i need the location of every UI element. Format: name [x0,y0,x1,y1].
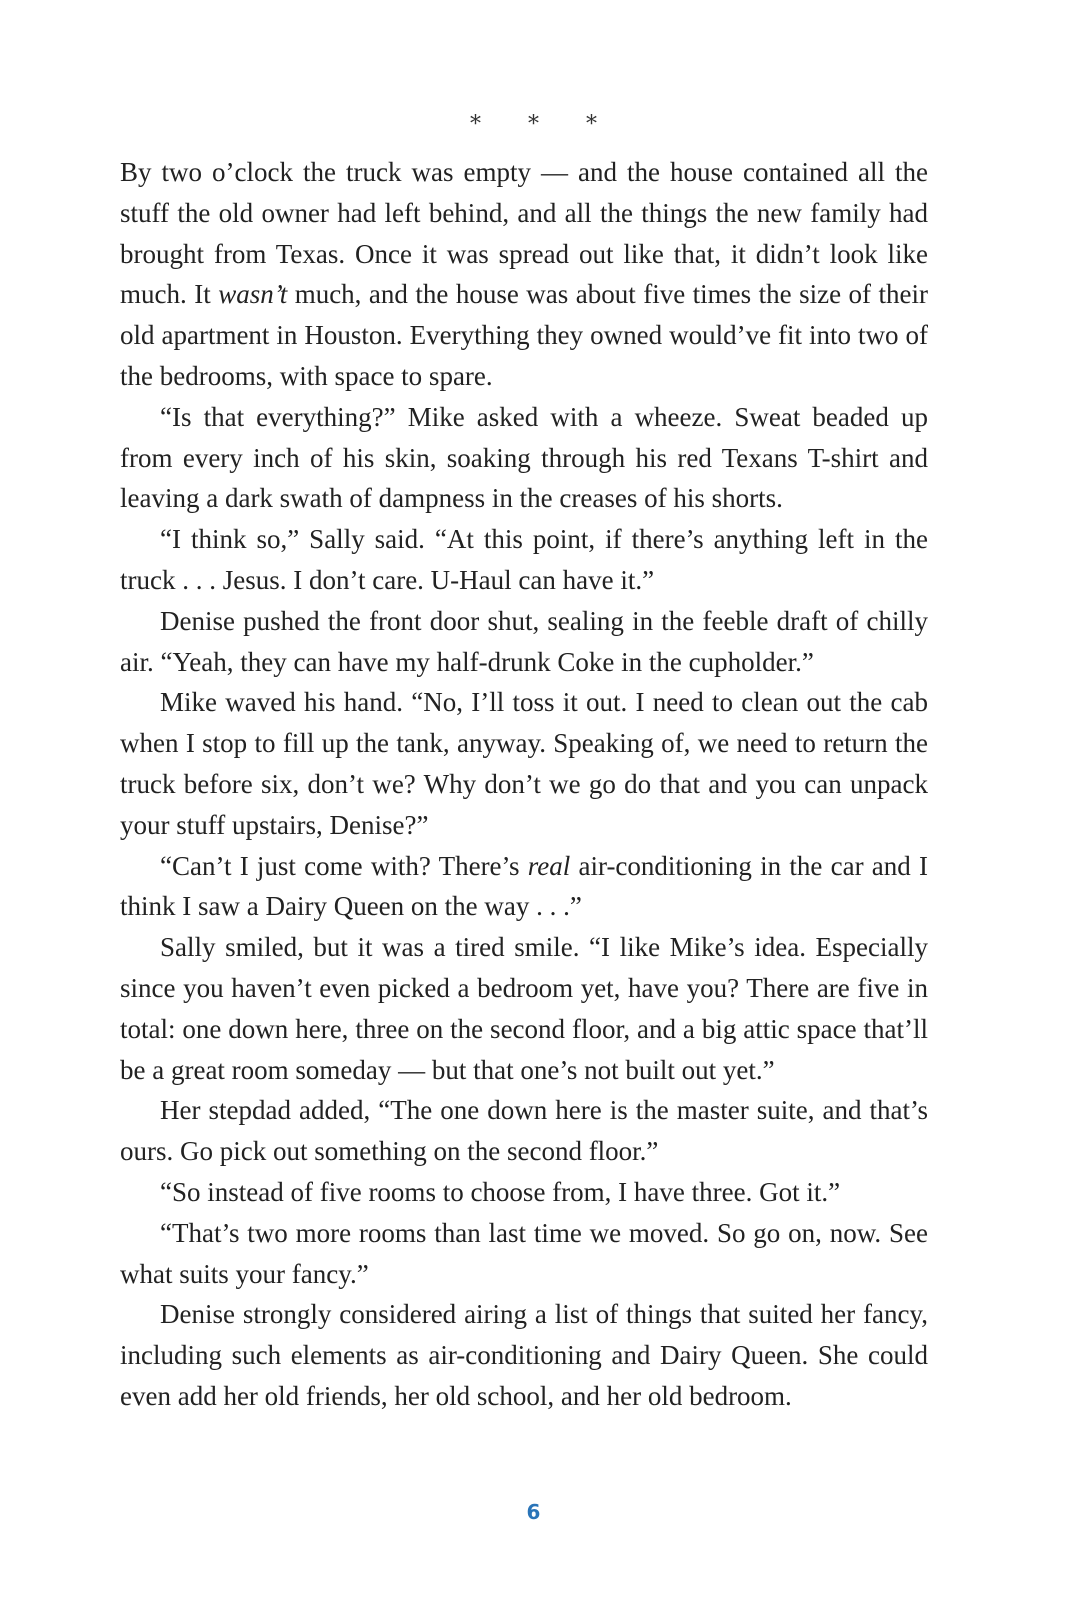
text-run: “Can’t I just come with? There’s [160,850,528,881]
paragraph: “Is that everything?” Mike asked with a wheeze. Sweat beaded up from every inch of his skin, soaking through his red Texans T-shirt and leaving a dark swath of dampness in the creases of his shorts. [120,401,928,514]
body-text [120,152,928,1417]
paragraph: Denise strongly considered airing a list of things that suited her fancy, including such elements as air-conditioning and Dairy Queen. She could even add her old friends, her old school, and her old bedroom. [120,1299,928,1411]
paragraph: Her stepdad added, “The one down here is the master suite, and that’s ours. Go pick out something on the second floor.” [120,1095,928,1167]
text-run: much, and the house was about five times the size of their old apartment in Houston. Everything they owned would’ve fit into two of the bedrooms, with space to spare. [120,279,928,391]
section-break: * * * [470,112,617,137]
text-run: air-conditioning in the car and I think I saw a Dairy Queen on the way . . .” [120,850,928,922]
page-number: 6 [526,1500,541,1524]
paragraph [120,152,928,397]
text-run: By two o’clock the truck was empty — and the house contained all the stuff the old owner had left behind, and all the things the new family had brought from Texas. Once it was spread out like that, it didn’t look like much. It [120,157,928,310]
paragraph: Mike waved his hand. “No, I’ll toss it out. I need to clean out the cab when I stop to fill up the tank, anyway. Speaking of, we need to return the truck before six, don’t we? Why don’t we go do that and you can unpack your stuff upstairs, Denise?” [120,687,928,840]
emphasis-run: wasn’t [218,279,288,310]
paragraph: “I think so,” Sally said. “At this point, if there’s anything left in the truck . . . Jesus. I don’t care. U-Haul can have it.” [120,524,928,595]
paragraph: Sally smiled, but it was a tired smile. “I like Mike’s idea. Especially since you haven’t even picked a bedroom yet, have you? There are five in total: one down here, three on the second floor, and a big attic space that’ll be a great room someday — but that one’s not built out yet.” [120,932,928,1085]
paragraph: “That’s two more rooms than last time we moved. So go on, now. See what suits your fancy.” [120,1217,928,1289]
paragraph: “So instead of five rooms to choose from, I have three. Got it.” [160,1176,841,1207]
paragraph [120,846,928,928]
paragraph: Denise pushed the front door shut, sealing in the feeble draft of chilly air. “Yeah, they can have my half-drunk Coke in the cupholder.” [120,605,928,677]
emphasis-run: real [527,850,571,881]
